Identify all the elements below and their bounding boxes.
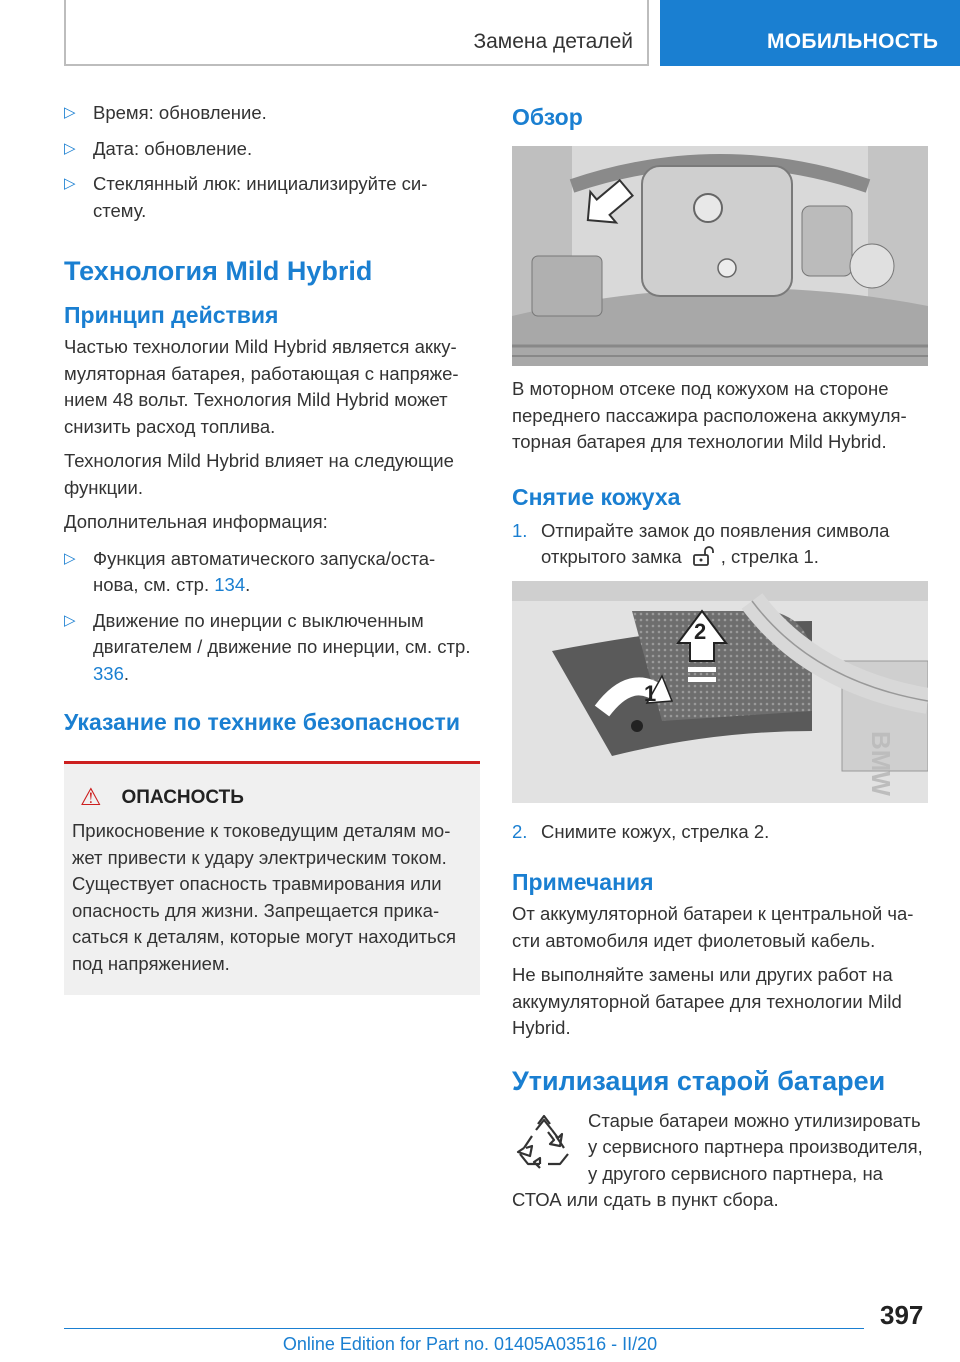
heading-overview: Обзор: [512, 104, 583, 130]
heading-mild-hybrid: Технология Mild Hybrid: [64, 256, 373, 286]
engine-bay-photo: [512, 146, 928, 366]
overview-text: В моторном отсеке под кожухом на стороне переднего пассажира расположена аккумуля-торная батарея для технологии Mild Hybrid.: [512, 378, 907, 452]
triangle-right-icon: ▷: [64, 175, 76, 192]
recycle-icon: [514, 1112, 574, 1172]
list-item: ▷ Время: обновление.: [64, 100, 480, 127]
list-item: 2. Снимите кожух, стрелка 2.: [512, 820, 770, 842]
heading-principle: Принцип действия: [64, 302, 279, 328]
triangle-right-icon: ▷: [64, 549, 76, 567]
steps-list-1: [512, 518, 928, 571]
open-lock-icon: [691, 545, 717, 567]
danger-title-row: [80, 786, 472, 810]
battery-cover-photo: [512, 581, 928, 803]
header-chapter-tab[interactable]: [660, 0, 960, 66]
note-text: Не выполняйте замены или других работ на аккумуляторной батарее для технологии Mild Hybrid.: [512, 964, 902, 1038]
right-column: [512, 100, 928, 1214]
heading-safety: Указание по технике безопасности: [64, 709, 460, 735]
footer-divider: [64, 1328, 864, 1329]
list-item: ▷ Дата: обновление.: [64, 136, 480, 163]
info-bullet-list: [64, 546, 480, 688]
danger-text: Прикосновение к токоведущим деталям мо-жет привести к удару электрическим током. Существует опасность травмирования или опасность для жизни. Запрещается прика-саться к деталям, которые могут находиться под напряжением.: [72, 820, 457, 974]
triangle-right-icon: ▷: [64, 611, 76, 629]
left-column: [64, 100, 480, 995]
header-chapter-title: МОБИЛЬНОСТЬ: [767, 30, 939, 53]
list-item: ▷ Стеклянный люк: инициализируйте си-стему.: [64, 173, 428, 221]
paragraph: Частью технологии Mild Hybrid является акку-муляторная батарея, работающая с напряже-нием 48 вольт. Технология Mild Hybrid может снизить расход топлива.: [64, 336, 459, 437]
disposal-text: Старые батареи можно утилизировать у сервисного партнера производителя, у другого сервисного партнера, на СТОА или сдать в пункт сбора.: [512, 1109, 923, 1210]
heading-disposal: Утилизация старой батареи: [512, 1065, 886, 1096]
arrow-label-1: 1: [644, 680, 657, 706]
paragraph: Дополнительная информация:: [64, 511, 328, 532]
page-number: 397: [880, 1300, 924, 1330]
header-section-title: Замена деталей: [473, 30, 633, 53]
header-section-tab: [64, 0, 649, 66]
list-item: ▷ Движение по инерции с выключенным двигателем / движение по инерции, см. стр. 336.: [64, 609, 471, 684]
heading-notes: Примечания: [512, 869, 654, 895]
triangle-right-icon: ▷: [64, 139, 76, 157]
battery-cover-illustration: [512, 581, 928, 803]
list-item: ▷ Функция автоматического запуска/оста-нова, см. стр. 134.: [64, 547, 436, 595]
steps-list-2: [512, 819, 928, 846]
danger-title: ОПАСНОСТЬ: [121, 787, 244, 808]
heading-remove-cover: Снятие кожуха: [512, 483, 681, 510]
top-bullet-list: [64, 100, 480, 224]
page-link-336[interactable]: 336: [93, 662, 124, 684]
paragraph: Технология Mild Hybrid влияет на следующие функции.: [64, 450, 454, 498]
danger-box: [64, 761, 480, 995]
triangle-right-icon: ▷: [64, 104, 76, 121]
disposal-block: [512, 1108, 928, 1214]
engine-bay-illustration: [512, 146, 928, 366]
note-text: От аккумуляторной батареи к центральной ча-сти автомобиля идет фиолетовый кабель.: [512, 903, 914, 951]
footer-edition: Online Edition for Part no. 01405A03516 - II/20: [282, 1334, 658, 1354]
page-link-134[interactable]: 134: [214, 574, 246, 595]
warning-triangle-icon: ⚠: [80, 784, 102, 811]
list-item: 1. Отпирайте замок до появления символа открытого замка , стрелка 1.: [512, 519, 890, 567]
svg-text:BMW: BMW: [866, 730, 896, 796]
arrow-label-2: 2: [694, 618, 707, 644]
